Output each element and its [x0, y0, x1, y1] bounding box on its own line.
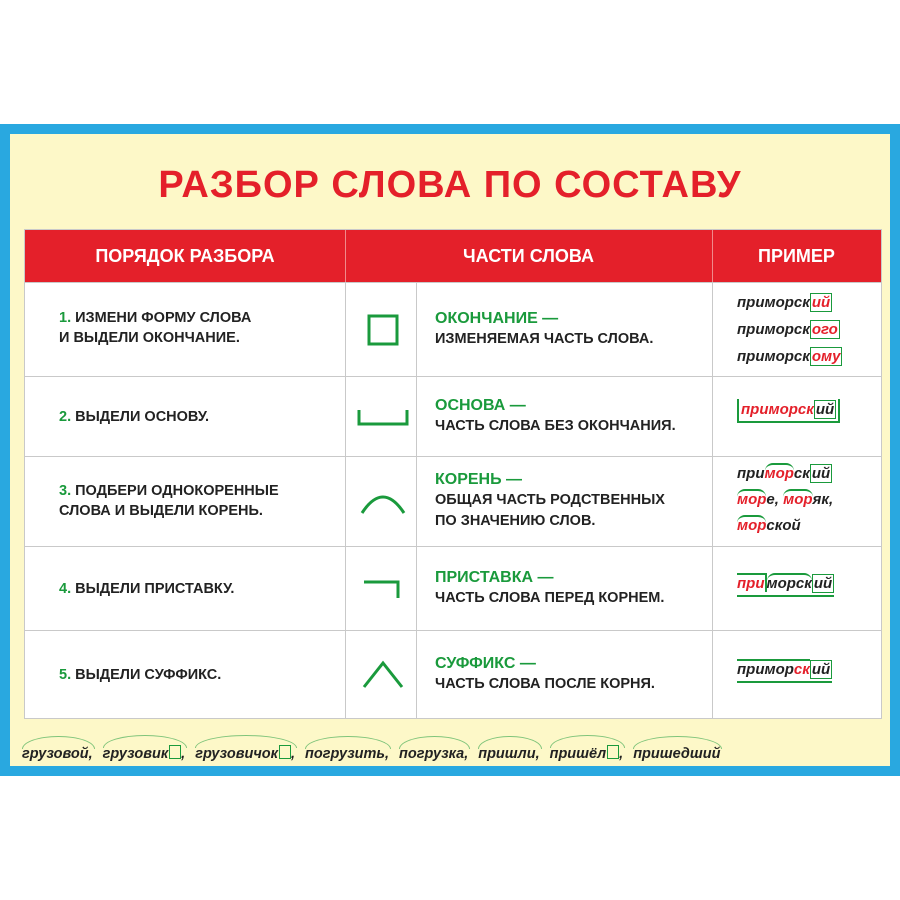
step-label: ИЗМЕНИ ФОРМУ СЛОВА И ВЫДЕЛИ ОКОНЧАНИЕ. [59, 310, 252, 346]
example-word [737, 659, 832, 683]
example-list [737, 289, 842, 370]
bottom-word [22, 746, 95, 764]
step-label: ПОДБЕРИ ОДНОКОРЕННЫЕ СЛОВА И ВЫДЕЛИ КОРЕНЬ. [59, 483, 279, 519]
part-name: КОРЕНЬ — [435, 471, 523, 488]
part-desc: ЧАСТЬ СЛОВА БЕЗ ОКОНЧАНИЯ. [435, 418, 676, 434]
root-arc-icon [399, 736, 470, 749]
word-ending: ий [813, 575, 833, 592]
step-text [59, 407, 209, 427]
word-text: погрузка [399, 746, 465, 762]
word-suffix: ск [793, 661, 810, 678]
part-desc: ИЗМЕНЯЕМАЯ ЧАСТЬ СЛОВА. [435, 331, 654, 347]
square-icon [350, 305, 416, 355]
root-arc-icon [305, 736, 391, 749]
part-desc: ЧАСТЬ СЛОВА ПОСЛЕ КОРНЯ. [435, 676, 655, 692]
root-arc-icon [103, 735, 188, 748]
word-ending: ий [811, 661, 831, 678]
step-label: ВЫДЕЛИ ОСНОВУ. [75, 409, 210, 425]
root-arc-icon [478, 736, 541, 749]
step-label: ВЫДЕЛИ СУФФИКС. [75, 667, 222, 683]
word-stem: приморск [741, 401, 814, 418]
word-text: грузовичок [195, 746, 279, 762]
header-order: ПОРЯДОК РАЗБОРА [95, 246, 275, 266]
bracket-icon [350, 392, 416, 442]
root-arc-icon [195, 735, 297, 748]
word-comma: , [535, 746, 540, 762]
part-name: ПРИСТАВКА — [435, 569, 554, 586]
word-comma: , [464, 746, 469, 762]
step-number: 5. [59, 667, 72, 683]
part-desc: ЧАСТЬ СЛОВА ПЕРЕД КОРНЕМ. [435, 590, 665, 606]
example-word [737, 343, 842, 370]
step-number: 4. [59, 581, 72, 597]
table-row [25, 282, 881, 377]
word-ending: ий [815, 401, 835, 418]
word-ending: ого [811, 321, 838, 338]
step-label: ВЫДЕЛИ ПРИСТАВКУ. [75, 581, 235, 597]
word-ending: ий [811, 294, 831, 311]
word-rest: ской [766, 517, 801, 534]
example-list [737, 399, 840, 423]
word-ending: ому [811, 348, 841, 365]
example-list [737, 659, 832, 683]
example-word [737, 573, 834, 597]
word-comma: , [291, 746, 296, 762]
word-text: пришёл [549, 746, 607, 762]
table-row [25, 630, 881, 719]
example-word [737, 513, 833, 539]
word-comma: , [181, 746, 186, 762]
example-word [737, 289, 842, 316]
part-name: ОКОНЧАНИЕ — [435, 310, 559, 327]
word-prefix: при [737, 465, 765, 482]
suffix-icon [350, 649, 416, 699]
word-stem: примор [737, 661, 794, 678]
page-title: РАЗБОР СЛОВА ПО СОСТАВУ [158, 164, 742, 206]
header-parts: ЧАСТИ СЛОВА [463, 246, 594, 266]
example-word [737, 399, 840, 423]
bottom-word [478, 746, 541, 764]
root-arc-icon [633, 736, 722, 749]
header-example: ПРИМЕР [758, 246, 835, 266]
poster-frame [0, 124, 900, 776]
word-comma: , [88, 746, 93, 762]
word-stem: приморск [737, 294, 810, 311]
step-number: 1. [59, 310, 72, 326]
word-suffix: ск [793, 465, 810, 482]
part-name: СУФФИКС — [435, 655, 536, 672]
part-description [435, 469, 665, 532]
root-arc-icon [550, 735, 626, 748]
example-word [737, 461, 833, 487]
step-text [59, 579, 234, 599]
part-name: ОСНОВА — [435, 397, 526, 414]
bottom-word [399, 746, 470, 764]
word-prefix: при [737, 575, 765, 592]
bottom-word-strip [22, 736, 888, 764]
word-text: пришли [478, 746, 536, 762]
word-root: мор [783, 491, 813, 508]
example-list [737, 461, 833, 539]
word-rest: як, [812, 491, 834, 508]
word-stem: приморск [737, 348, 810, 365]
example-list [737, 573, 834, 597]
word-text: погрузить [305, 746, 385, 762]
word-root: мор [764, 465, 794, 482]
arc-icon [350, 477, 416, 527]
bottom-word [305, 746, 391, 764]
bottom-word [103, 745, 188, 764]
prefix-icon [350, 564, 416, 614]
step-text [59, 481, 279, 521]
part-description [435, 567, 664, 609]
bottom-word [550, 745, 626, 764]
bottom-word [195, 745, 297, 764]
word-text: грузовик [102, 746, 169, 762]
table-row [25, 376, 881, 457]
part-description [435, 653, 655, 695]
step-number: 2. [59, 409, 72, 425]
part-desc: ОБЩАЯ ЧАСТЬ РОДСТВЕННЫХ ПО ЗНАЧЕНИЮ СЛОВ. [435, 492, 665, 529]
word-comma: , [384, 746, 390, 762]
analysis-table [24, 229, 882, 719]
word-ending: ий [811, 465, 831, 482]
step-number: 3. [59, 483, 72, 499]
word-root: морск [766, 575, 812, 592]
word-comma: , [619, 746, 624, 762]
step-text [59, 308, 251, 348]
word-root: мор [737, 491, 767, 508]
root-arc-icon [22, 736, 95, 749]
part-description [435, 395, 676, 437]
poster-inner [10, 134, 890, 766]
step-text [59, 665, 221, 685]
word-root: мор [737, 517, 767, 534]
table-row [25, 456, 881, 547]
example-word [737, 316, 842, 343]
table-row [25, 546, 881, 631]
table-header [25, 230, 881, 282]
word-text: грузовой [22, 746, 89, 762]
part-description [435, 308, 653, 350]
word-text: пришедший [633, 746, 721, 762]
word-rest: е, [766, 491, 784, 508]
bottom-word [633, 746, 722, 764]
example-word [737, 487, 833, 513]
word-stem: приморск [737, 321, 810, 338]
